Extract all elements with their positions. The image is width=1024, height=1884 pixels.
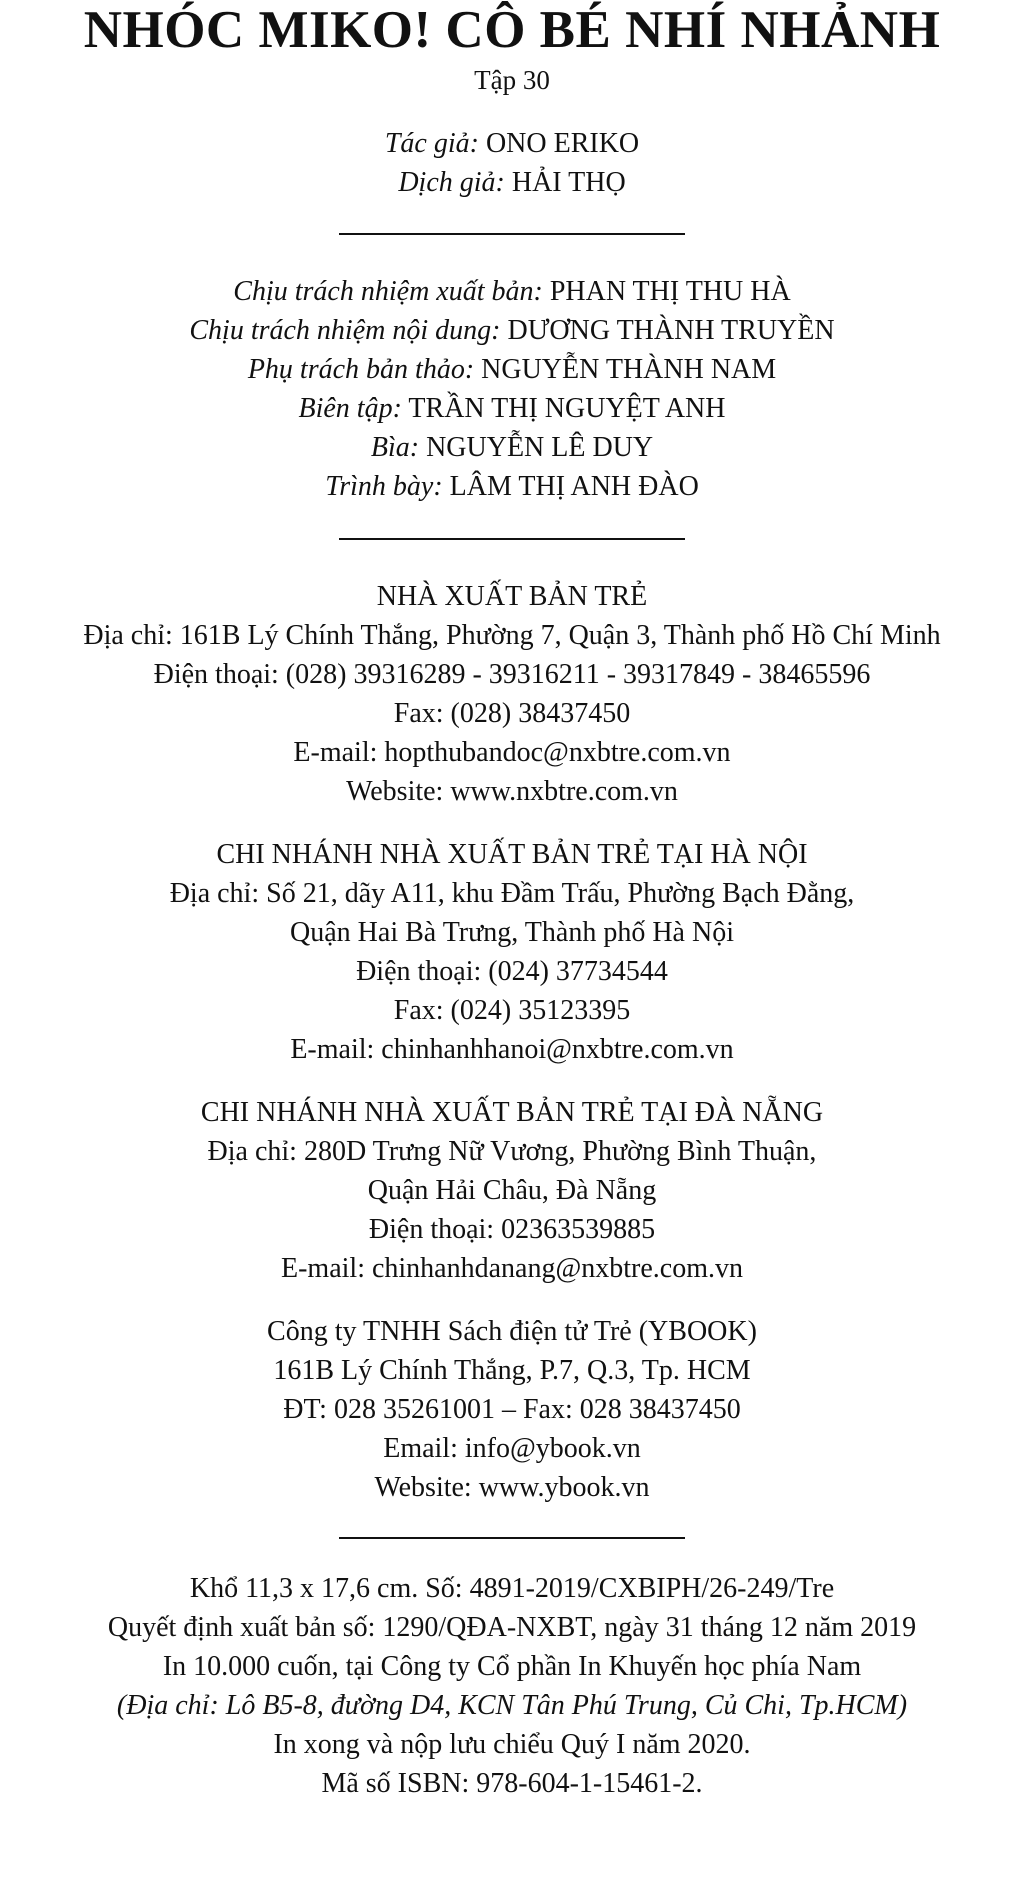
hanoi-branch-address: Quận Hai Bà Trưng, Thành phố Hà Nội: [290, 917, 734, 948]
danang-branch-block: [0, 1093, 1024, 1288]
publisher-fax: Fax: (028) 38437450: [393, 698, 631, 729]
hanoi-branch-block: [0, 835, 1024, 1069]
hanoi-branch-name: CHI NHÁNH NHÀ XUẤT BẢN TRẺ TẠI HÀ NỘI: [216, 839, 808, 870]
author-credits: [0, 124, 1024, 202]
author-line: Tác giả: ONO ERIKO: [384, 128, 640, 159]
danang-branch-address: Quận Hải Châu, Đà Nẵng: [367, 1175, 657, 1206]
colophon-block: [0, 1569, 1024, 1803]
legal-deposit: In xong và nộp lưu chiểu Quý I năm 2020.: [273, 1729, 751, 1760]
printer-address: (Địa chỉ: Lô B5-8, đường D4, KCN Tân Phú Trung, Củ Chi, Tp.HCM): [116, 1690, 908, 1721]
format-and-registration: Khổ 11,3 x 17,6 cm. Số: 4891-2019/CXBIPH/26-249/Tre: [189, 1573, 835, 1604]
ybook-block: [0, 1312, 1024, 1507]
staff-line: Chịu trách nhiệm xuất bản: PHAN THỊ THU HÀ: [233, 276, 791, 307]
hanoi-branch-fax: Fax: (024) 35123395: [393, 995, 631, 1026]
translator-line: Dịch giả: HẢI THỌ: [398, 167, 626, 198]
ybook-website: Website: www.ybook.vn: [374, 1472, 650, 1503]
hanoi-branch-address: Địa chỉ: Số 21, dãy A11, khu Đầm Trấu, Phường Bạch Đằng,: [169, 878, 855, 909]
staff-line: Bìa: NGUYỄN LÊ DUY: [370, 432, 654, 463]
publisher-website: Website: www.nxbtre.com.vn: [346, 776, 678, 807]
ybook-phone-fax: ĐT: 028 35261001 – Fax: 028 38437450: [283, 1394, 741, 1425]
staff-line: Chịu trách nhiệm nội dung: DƯƠNG THÀNH TRUYỀN: [189, 315, 835, 346]
staff-credits: [0, 272, 1024, 506]
publisher-address: Địa chỉ: 161B Lý Chính Thắng, Phường 7, Quận 3, Thành phố Hồ Chí Minh: [83, 620, 941, 651]
danang-branch-phone: Điện thoại: 02363539885: [368, 1214, 656, 1245]
ybook-address: 161B Lý Chính Thắng, P.7, Q.3, Tp. HCM: [273, 1355, 751, 1386]
publisher-phone: Điện thoại: (028) 39316289 - 39316211 - 39317849 - 38465596: [153, 659, 871, 690]
danang-branch-name: CHI NHÁNH NHÀ XUẤT BẢN TRẺ TẠI ĐÀ NẴNG: [200, 1097, 824, 1128]
volume-number: Tập 30: [474, 65, 550, 95]
ybook-company: Công ty TNHH Sách điện tử Trẻ (YBOOK): [267, 1316, 757, 1347]
print-run: In 10.000 cuốn, tại Công ty Cổ phần In Khuyến học phía Nam: [162, 1651, 862, 1682]
staff-line: Phụ trách bản thảo: NGUYỄN THÀNH NAM: [247, 354, 777, 385]
staff-line: Biên tập: TRẦN THỊ NGUYỆT ANH: [298, 393, 726, 424]
publisher-name: NHÀ XUẤT BẢN TRẺ: [376, 581, 648, 612]
hanoi-branch-email: E-mail: chinhanhhanoi@nxbtre.com.vn: [290, 1034, 734, 1065]
isbn: Mã số ISBN: 978-604-1-15461-2.: [321, 1768, 703, 1799]
staff-line: Trình bày: LÂM THỊ ANH ĐÀO: [325, 471, 699, 502]
publishing-decision: Quyết định xuất bản số: 1290/QĐA-NXBT, ngày 31 tháng 12 năm 2019: [107, 1612, 917, 1643]
danang-branch-email: E-mail: chinhanhdanang@nxbtre.com.vn: [281, 1253, 743, 1284]
publisher-email: E-mail: hopthubandoc@nxbtre.com.vn: [293, 737, 731, 768]
hanoi-branch-phone: Điện thoại: (024) 37734544: [356, 956, 668, 987]
publisher-block: [0, 577, 1024, 811]
danang-branch-address: Địa chỉ: 280D Trưng Nữ Vương, Phường Bình Thuận,: [207, 1136, 817, 1167]
ybook-email: Email: info@ybook.vn: [383, 1433, 641, 1464]
book-title: NHÓC MIKO! CÔ BÉ NHÍ NHẢNH: [83, 1, 941, 59]
